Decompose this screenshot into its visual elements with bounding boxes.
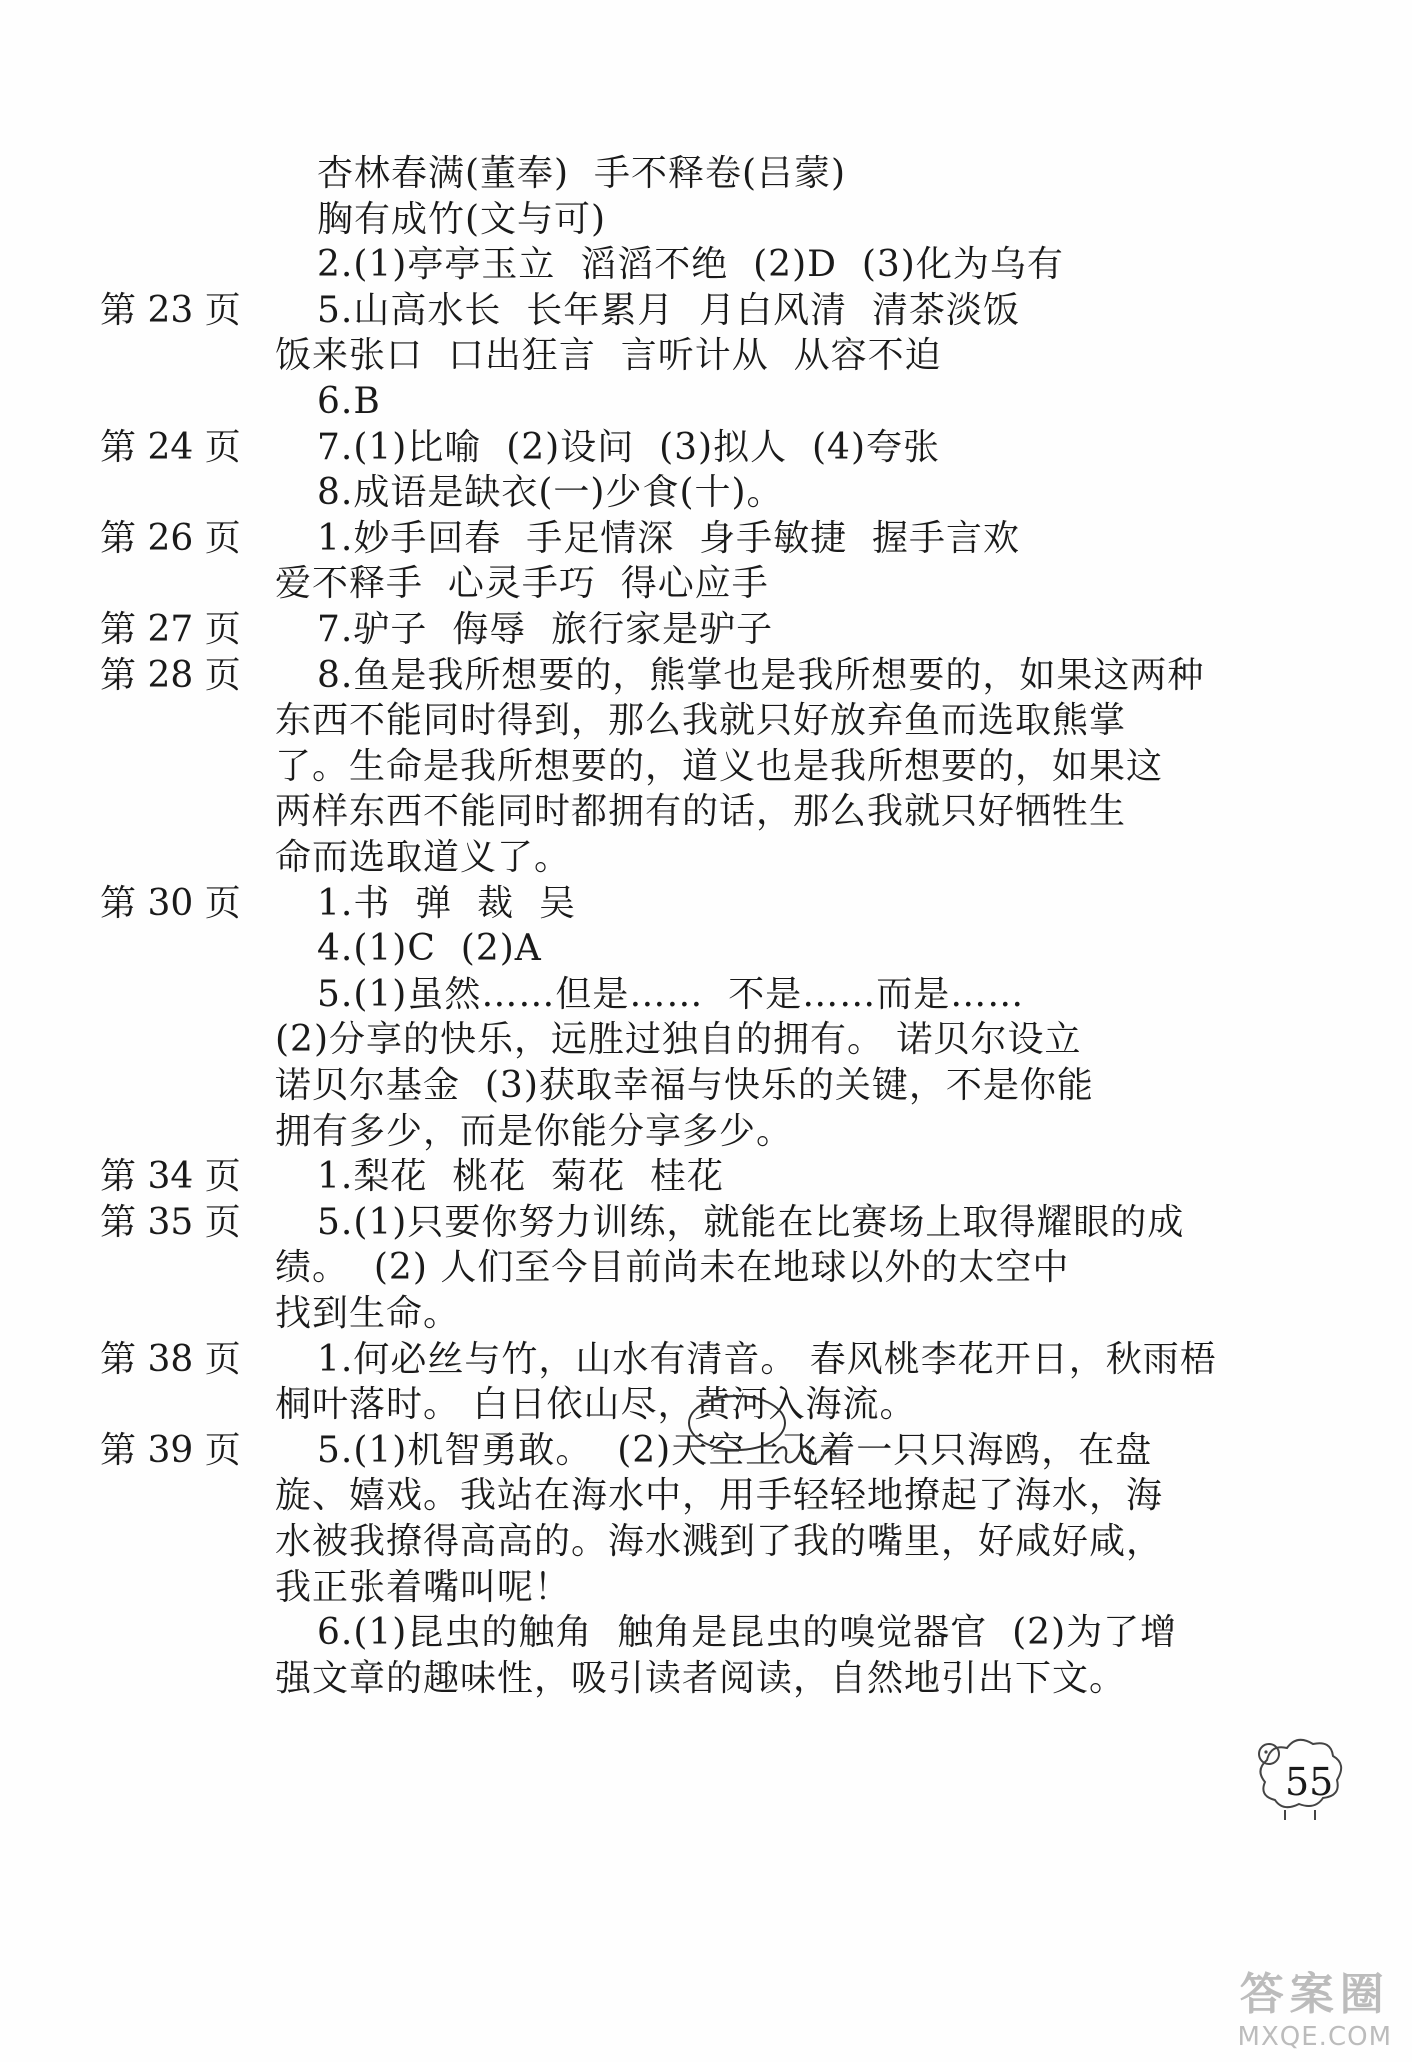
answer-line: 命而选取道义了。: [275, 837, 572, 878]
watermark: [1238, 1958, 1392, 2052]
answer-line: 桐叶落时。 白日依山尽，黄河入海流。: [275, 1384, 917, 1425]
answer-line: 绩。 (2) 人们至今目前尚未在地球以外的太空中: [275, 1247, 1070, 1288]
page-ref-label: 第 27 页: [100, 609, 241, 650]
handwritten-squiggle-mark: [770, 1440, 840, 1470]
page-ref-label: 第 38 页: [100, 1339, 241, 1380]
page-ref-label: 第 39 页: [100, 1430, 241, 1471]
answer-line: 1.书 弹 裁 吴: [317, 883, 577, 924]
answer-line: 旋、嬉戏。我站在海水中，用手轻轻地撩起了海水，海: [275, 1475, 1164, 1516]
answer-line: 8.鱼是我所想要的，熊掌也是我所想要的，如果这两种: [317, 655, 1205, 696]
page-ref-label: 第 35 页: [100, 1202, 241, 1243]
answer-line: 5.(1)只要你努力训练，就能在比赛场上取得耀眼的成: [317, 1202, 1185, 1243]
answer-line: 饭来张口 口出狂言 言听计从 从容不迫: [275, 335, 942, 376]
answer-line: 拥有多少，而是你能分享多少。: [275, 1111, 794, 1152]
answer-line: 1.梨花 桃花 菊花 桂花: [317, 1156, 725, 1197]
answer-line: 4.(1)C (2)A: [317, 928, 542, 969]
answer-line: 了。生命是我所想要的，道义也是我所想要的，如果这: [275, 746, 1164, 787]
page-ref-label: 第 34 页: [100, 1156, 241, 1197]
page-number-badge: [1245, 1722, 1355, 1822]
answer-line: 8.成语是缺衣(一)少食(十)。: [317, 472, 784, 513]
watermark-logo-text: 答案圈: [1239, 1969, 1390, 2020]
answer-line: 东西不能同时得到，那么我就只好放弃鱼而选取熊掌: [275, 700, 1127, 741]
answer-line: 2.(1)亭亭玉立 滔滔不绝 (2)D (3)化为乌有: [317, 244, 1064, 285]
page-ref-label: 第 28 页: [100, 655, 241, 696]
page-ref-label: 第 26 页: [100, 518, 241, 559]
answer-line: 5.(1)虽然……但是…… 不是……而是……: [317, 974, 1025, 1015]
answer-line: 6.(1)昆虫的触角 触角是昆虫的嗅觉器官 (2)为了增: [317, 1612, 1178, 1653]
answer-line: 强文章的趣味性，吸引读者阅读，自然地引出下文。: [275, 1658, 1127, 1699]
watermark-url: MXQE.COM: [1237, 2022, 1392, 2052]
answer-line: 胸有成竹(文与可): [317, 199, 607, 240]
answer-line: 爱不释手 心灵手巧 得心应手: [275, 563, 769, 604]
answer-line: 1.妙手回春 手足情深 身手敏捷 握手言欢: [317, 518, 1021, 559]
answer-line: 6.B: [317, 381, 381, 422]
answer-line: 两样东西不能同时都拥有的话，那么我就只好牺牲生: [275, 791, 1127, 832]
answer-line: 1.何必丝与竹，山水有清音。 春风桃李花开日，秋雨梧: [317, 1339, 1217, 1380]
answer-line: 5.(1)机智勇敢。 (2)天空上飞着一只只海鸥，在盘: [317, 1430, 1153, 1471]
answer-line: 7.(1)比喻 (2)设问 (3)拟人 (4)夸张: [317, 427, 940, 468]
page-ref-label: 第 23 页: [100, 290, 241, 331]
answer-line: 杏林春满(董奉) 手不释卷(吕蒙): [317, 153, 847, 194]
answer-line: 5.山高水长 长年累月 月白风清 清茶淡饭: [317, 290, 1021, 331]
answer-line: (2)分享的快乐，远胜过独自的拥有。 诺贝尔设立: [275, 1019, 1082, 1060]
answer-line: 诺贝尔基金 (3)获取幸福与快乐的关键，不是你能: [275, 1065, 1094, 1106]
page-number: 55: [1285, 1760, 1334, 1804]
answer-line: 水被我撩得高高的。海水溅到了我的嘴里，好咸好咸，: [275, 1521, 1164, 1562]
answer-line: 找到生命。: [275, 1293, 461, 1334]
page-ref-label: 第 24 页: [100, 427, 241, 468]
answer-line: 我正张着嘴叫呢！: [275, 1567, 572, 1608]
answer-line: 7.驴子 侮辱 旅行家是驴子: [317, 609, 774, 650]
page-ref-label: 第 30 页: [100, 883, 241, 924]
